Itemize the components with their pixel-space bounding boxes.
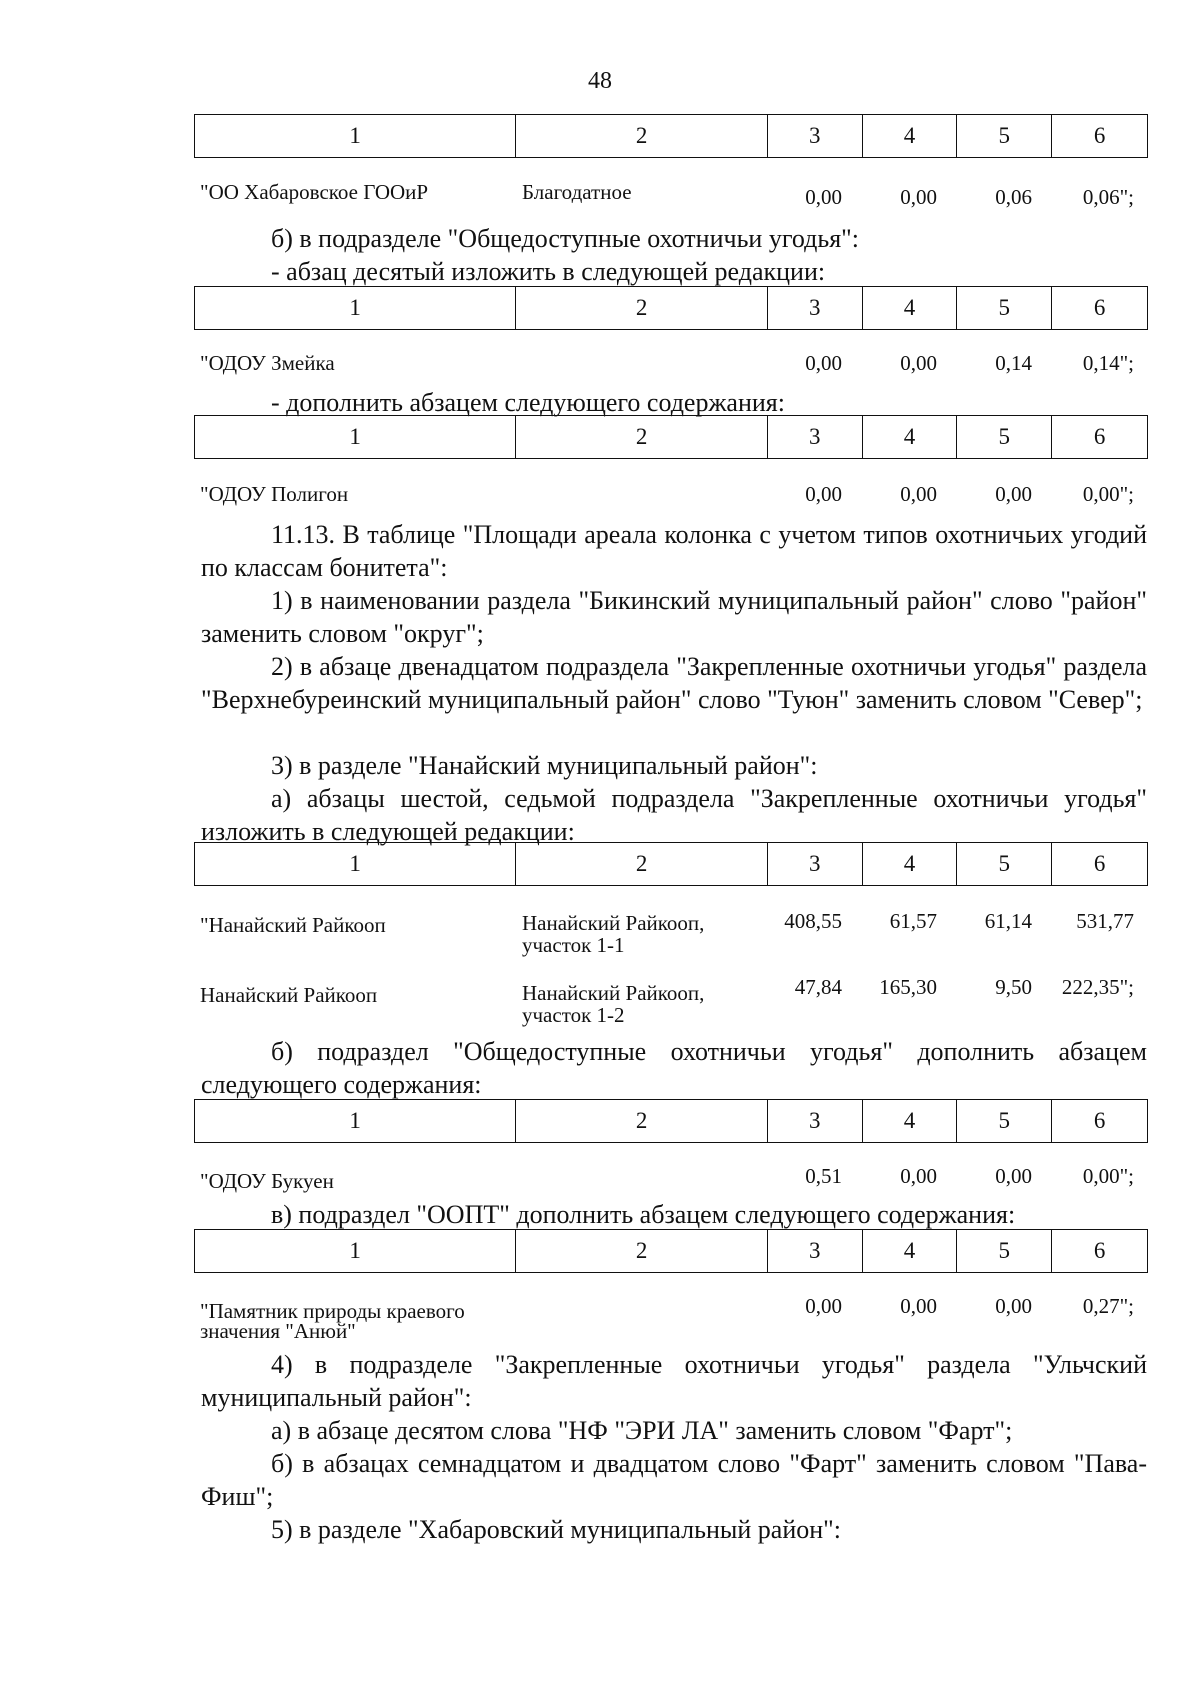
- header-cell: 2: [515, 843, 766, 885]
- table-row: [194, 352, 1148, 374]
- cell-value: 165,30: [879, 975, 937, 999]
- cell-value: 0,00: [995, 482, 1032, 506]
- paragraph: - дополнить абзацем следующего содержания:: [271, 388, 785, 417]
- header-cell: 3: [767, 416, 862, 458]
- table-header: [194, 415, 1148, 459]
- header-cell: 6: [1051, 1100, 1147, 1142]
- cell-value: 0,00: [805, 482, 842, 506]
- header-cell: 2: [515, 1230, 766, 1272]
- header-cell: 6: [1051, 115, 1147, 157]
- header-cell: 3: [767, 1100, 862, 1142]
- cell-value: 61,57: [889, 909, 937, 933]
- table-row: [194, 976, 1148, 1026]
- paragraph: 3) в разделе "Нанайский муниципальный район":: [271, 751, 818, 780]
- paragraph: в) подраздел "ООПТ" дополнить абзацем следующего содержания:: [271, 1200, 1016, 1229]
- header-cell: 4: [862, 1100, 957, 1142]
- cell-name: Нанайский Райкооп: [200, 983, 378, 1007]
- header-cell: 4: [862, 1230, 957, 1272]
- cell-area: Нанайский Райкооп, участок 1-2: [522, 981, 705, 1027]
- cell-area: Нанайский Райкооп, участок 1-1: [522, 911, 705, 957]
- table-header: [194, 1229, 1148, 1273]
- cell-name: "ОДОУ Полигон: [200, 482, 349, 506]
- cell-value: 0,06";: [1082, 185, 1134, 209]
- paragraph: а) абзацы шестой, седьмой подраздела "Закрепленные охотничьи угодья" изложить в следующей редакции:: [201, 784, 1147, 846]
- cell-name: "Памятник природы краевого значения "Анюй": [200, 1299, 465, 1343]
- header-cell: 1: [349, 851, 361, 876]
- header-cell: 6: [1051, 843, 1147, 885]
- cell-name: "Нанайский Райкооп: [200, 913, 386, 937]
- cell-value: 0,14: [995, 351, 1032, 375]
- header-cell: 2: [515, 416, 766, 458]
- cell-value: 222,35";: [1061, 975, 1134, 999]
- header-cell: 2: [515, 1100, 766, 1142]
- cell-value: 531,77: [1076, 909, 1134, 933]
- header-cell: 5: [956, 287, 1051, 329]
- cell-value: 0,00: [900, 351, 937, 375]
- paragraph: а) в абзаце десятом слова "НФ "ЭРИ ЛА" заменить словом "Фарт";: [271, 1416, 1013, 1445]
- header-cell: 4: [862, 843, 957, 885]
- table-row: [194, 1295, 1148, 1341]
- paragraph: 2) в абзаце двенадцатом подраздела "Закрепленные охотничьи угодья" раздела "Верхнебуреинский муниципальный район" слово "Туюн" заменить словом "Север";: [201, 652, 1147, 714]
- paragraph: - абзац десятый изложить в следующей редакции:: [271, 257, 826, 286]
- paragraph: 5) в разделе "Хабаровский муниципальный район":: [271, 1515, 842, 1544]
- header-cell: 6: [1051, 1230, 1147, 1272]
- header-cell: 4: [862, 287, 957, 329]
- header-cell: 3: [767, 115, 862, 157]
- table-row: [194, 483, 1148, 505]
- table-header: [194, 1099, 1148, 1143]
- header-cell: 3: [767, 843, 862, 885]
- cell-area: [515, 1165, 767, 1192]
- cell-value: 0,00: [900, 482, 937, 506]
- cell-value: 0,51: [805, 1164, 842, 1188]
- cell-area: Благодатное: [522, 180, 632, 204]
- header-cell: 5: [956, 1100, 1051, 1142]
- cell-value: 408,55: [784, 909, 842, 933]
- header-cell: 1: [349, 1238, 361, 1263]
- cell-value: 9,50: [995, 975, 1032, 999]
- header-cell: 1: [349, 295, 361, 320]
- header-cell: 3: [767, 1230, 862, 1272]
- table-row: [194, 910, 1148, 956]
- cell-value: 0,00: [900, 1294, 937, 1318]
- table-row: [194, 1165, 1148, 1192]
- cell-area: [515, 1295, 767, 1341]
- cell-name: "ОДОУ Змейка: [200, 351, 335, 375]
- cell-area: [515, 483, 767, 505]
- header-cell: 1: [349, 123, 361, 148]
- cell-value: 0,14";: [1082, 351, 1134, 375]
- paragraph: б) подраздел "Общедоступные охотничьи угодья" дополнить абзацем следующего содержания:: [201, 1037, 1147, 1099]
- paragraph: 4) в подразделе "Закрепленные охотничьи угодья" раздела "Ульчский муниципальный район":: [201, 1350, 1147, 1412]
- table-header: [194, 114, 1148, 158]
- header-cell: 6: [1051, 416, 1147, 458]
- cell-value: 0,27";: [1082, 1294, 1134, 1318]
- header-cell: 4: [862, 115, 957, 157]
- table-row: [194, 181, 1148, 208]
- cell-name: "ОО Хабаровское ГООиР: [200, 180, 429, 204]
- page-number: 48: [588, 68, 612, 94]
- header-cell: 6: [1051, 287, 1147, 329]
- header-cell: 1: [349, 424, 361, 449]
- paragraph: 1) в наименовании раздела "Бикинский муниципальный район" слово "район" заменить словом "округ";: [201, 586, 1147, 648]
- paragraph: б) в абзацах семнадцатом и двадцатом слово "Фарт" заменить словом "Пава-Фиш";: [201, 1449, 1147, 1511]
- header-cell: 1: [349, 1108, 361, 1133]
- header-cell: 2: [515, 115, 766, 157]
- cell-value: 0,00";: [1082, 482, 1134, 506]
- header-cell: 5: [956, 1230, 1051, 1272]
- header-cell: 5: [956, 416, 1051, 458]
- cell-value: 61,14: [984, 909, 1032, 933]
- header-cell: 2: [515, 287, 766, 329]
- cell-value: 0,00: [995, 1164, 1032, 1188]
- header-cell: 5: [956, 843, 1051, 885]
- header-cell: 4: [862, 416, 957, 458]
- table-header: [194, 842, 1148, 886]
- cell-value: 0,00";: [1082, 1164, 1134, 1188]
- paragraph: 11.13. В таблице "Площади ареала колонка с учетом типов охотничьих угодий по классам бонитета":: [201, 520, 1147, 582]
- table-header: [194, 286, 1148, 330]
- cell-value: 47,84: [794, 975, 842, 999]
- header-cell: 3: [767, 287, 862, 329]
- cell-value: 0,06: [995, 185, 1032, 209]
- paragraph: б) в подразделе "Общедоступные охотничьи угодья":: [271, 224, 859, 253]
- header-cell: 5: [956, 115, 1051, 157]
- cell-value: 0,00: [805, 351, 842, 375]
- cell-value: 0,00: [995, 1294, 1032, 1318]
- cell-value: 0,00: [805, 1294, 842, 1318]
- cell-name: "ОДОУ Букуен: [200, 1169, 334, 1193]
- cell-value: 0,00: [805, 185, 842, 209]
- cell-value: 0,00: [900, 185, 937, 209]
- cell-area: [515, 352, 767, 374]
- cell-value: 0,00: [900, 1164, 937, 1188]
